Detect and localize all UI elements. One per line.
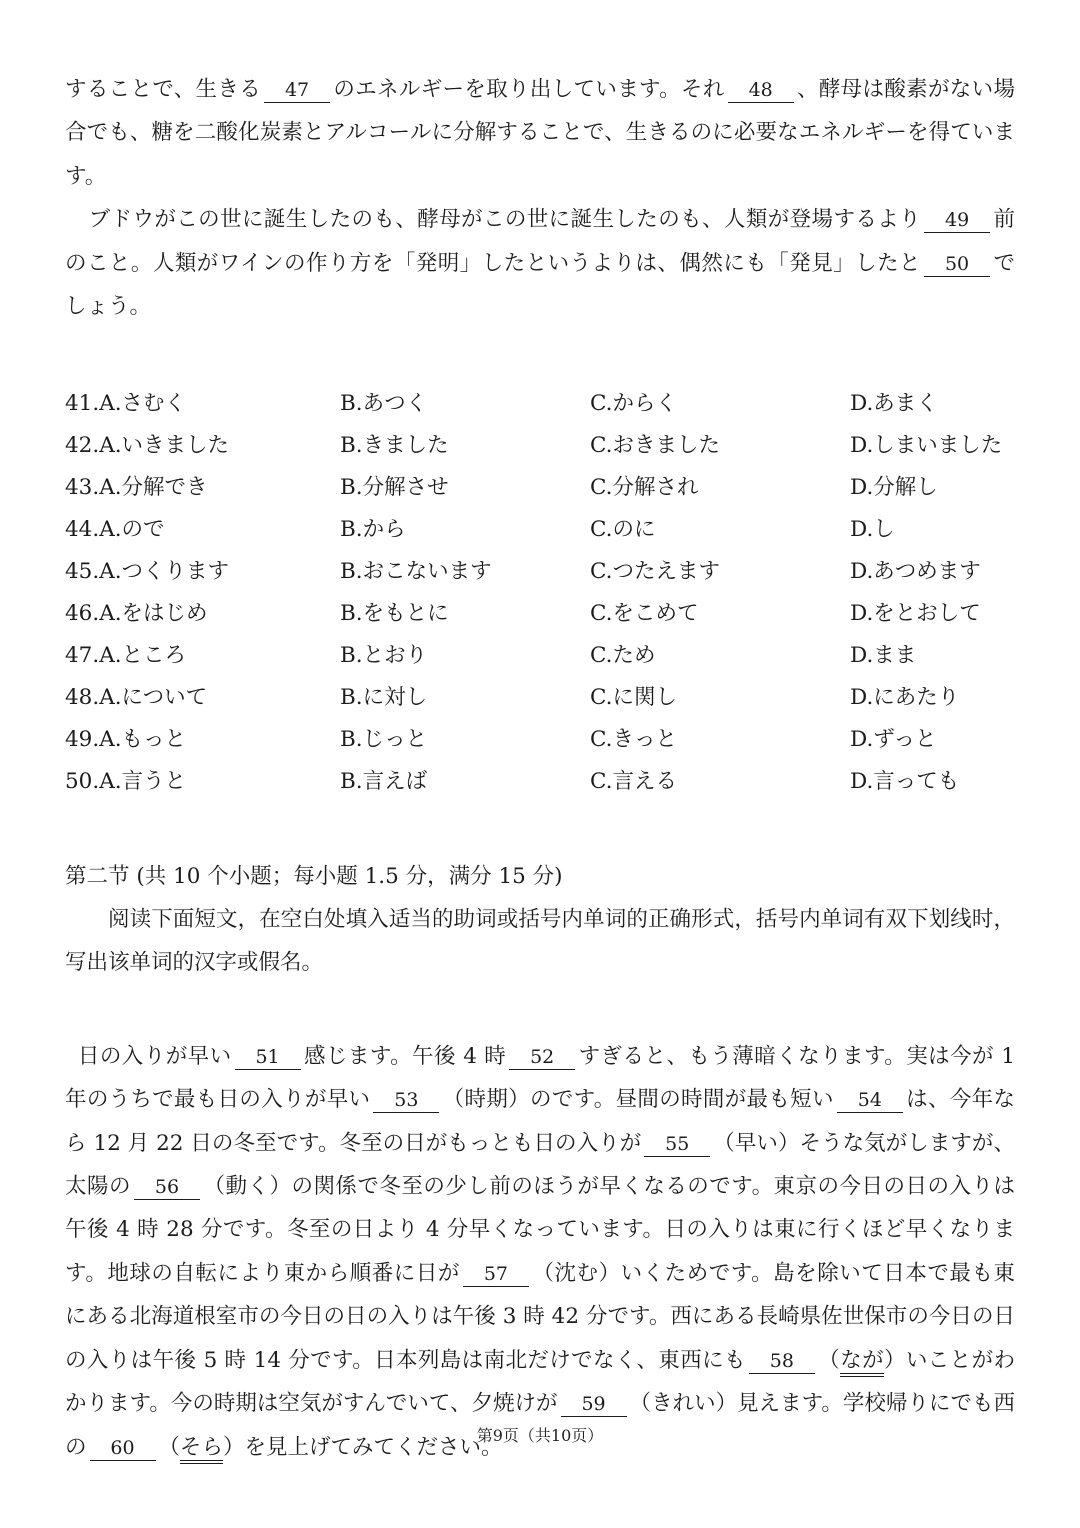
text-run: することで、生きる [65,77,262,102]
blank-49: 49 [924,211,990,233]
option-46-A: 46.A.をはじめ [65,600,208,626]
option-48-D: D.にあたり [850,684,960,710]
section-2-heading: 第二节 (共 10 个小题；每小题 1.5 分，满分 15 分) [65,863,563,889]
option-row-48 [65,677,1015,719]
option-47-C: C.ため [590,642,656,668]
option-row-49 [65,719,1015,761]
option-row-44 [65,509,1015,551]
blank-55: 55 [644,1135,710,1157]
option-49-A: 49.A.もっと [65,726,187,752]
intro-paragraph-2 [65,198,1015,328]
option-48-B: B.に対し [340,684,428,710]
option-47-B: B.とおり [340,642,428,668]
double-underlined-word-naga: なが [840,1348,884,1377]
blank-56: 56 [134,1178,200,1200]
option-41-B: B.あつく [340,390,428,416]
blank-47: 47 [264,81,330,103]
option-50-C: C.言える [590,768,678,794]
option-row-41 [65,383,1015,425]
option-41-A: 41.A.さむく [65,390,187,416]
option-row-42 [65,425,1015,467]
text-run: 前のこと。人類がワインの作り方を「発明」したというよりは、偶然にも「発見」したと [65,207,1015,276]
text-run: 日の入りが早い [77,1043,232,1069]
text-run: 、酵母は酸素がない場合でも、糖を二酸化炭素とアルコールに分解することで、生きるのに必要なエネルギーを得ています。 [65,77,1015,189]
option-49-D: D.ずっと [850,726,937,752]
section-2-instructions: 阅读下面短文，在空白处填入适当的助词或括号内单词的正确形式，括号内单词有双下划线时，写出该单词的汉字或假名。 [65,906,1015,976]
intro-paragraph-1 [65,68,1015,198]
option-41-D: D.あまく [850,390,938,416]
option-44-A: 44.A.ので [65,516,165,542]
option-47-D: D.まま [850,642,917,668]
text-run: （きれい）見えます。学校帰りにでも西の [65,1391,1015,1460]
option-row-50 [65,761,1015,803]
blank-50: 50 [924,255,990,277]
option-43-A: 43.A.分解でき [65,474,208,500]
option-46-C: C.をこめて [590,600,699,626]
text-run: すぎると、もう薄暗くなります。実は今が 1 年のうちで最も日の入りが早い [65,1043,1015,1113]
option-44-C: C.のに [590,516,656,542]
blank-57: 57 [463,1265,529,1287]
option-49-C: C.きっと [590,726,678,752]
option-48-C: C.に関し [590,684,678,710]
option-45-C: C.つたえます [590,558,721,584]
option-45-B: B.おこないます [340,558,492,584]
option-43-B: B.分解させ [340,474,449,500]
text-run: は、今年なら 12 月 22 日の冬至です。冬至の日がもっとも日の入りが [65,1087,1015,1156]
text-run: （ [158,1434,181,1460]
option-row-43 [65,467,1015,509]
option-50-B: B.言えば [340,768,428,794]
option-row-47 [65,635,1015,677]
option-48-A: 48.A.について [65,684,208,710]
options-table [65,383,1015,803]
text-run: ）いことがわかります。今の時期は空気がすんでいて、夕焼けが [65,1347,1015,1417]
text-run: でしょう。 [65,250,1015,320]
section-2 [65,855,1015,985]
option-46-D: D.をとおして [850,600,981,626]
option-47-A: 47.A.ところ [65,642,187,668]
option-44-D: D.し [850,516,895,542]
text-run: （時期）のです。昼間の時間が最も短い [442,1087,834,1113]
text-run: （動く）の関係で冬至の少し前のほうが早くなるのです。東京の今日の日の入りは午後 4 時 28 分です。冬至の日より 4 分早くなっています。日の入りは東に行くほど早くなります。地球の自転により東から順番に日が [65,1174,1015,1286]
cloze-passage [65,1035,1015,1469]
option-45-D: D.あつめます [850,558,981,584]
text-run: 感じます。午後 4 時 [303,1043,507,1069]
blank-53: 53 [373,1091,439,1113]
option-42-C: C.おきました [590,432,721,458]
option-50-D: D.言っても [850,768,960,794]
option-42-A: 42.A.いきました [65,432,230,458]
text-run: （沈む）いくためです。島を除いて日本で最も東にある北海道根室市の今日の日の入りは午後 3 時 42 分です。西にある長崎県佐世保市の今日の日の入りは午後 5 時 14 分です。日本列島は南北だけでなく、東西にも [65,1260,1015,1373]
blank-51: 51 [235,1048,301,1070]
option-45-A: 45.A.つくります [65,558,230,584]
option-44-B: B.から [340,516,406,542]
page-footer: 第9页（共10页） [476,1426,604,1445]
reading-passage-1 [65,68,1015,329]
blank-60: 60 [90,1439,156,1461]
option-46-B: B.をもとに [340,600,449,626]
option-42-D: D.しまいました [850,432,1003,458]
cloze-paragraph [65,1035,1015,1469]
text-run: ブドウがこの世に誕生したのも、酵母がこの世に誕生したのも、人類が登場するより [88,207,922,233]
option-41-C: C.からく [590,390,678,416]
option-42-B: B.きました [340,432,449,458]
option-row-46 [65,593,1015,635]
option-43-C: C.分解され [590,474,699,500]
blank-52: 52 [509,1048,575,1070]
option-43-D: D.分解し [850,474,938,500]
text-run: ）を見上げてみてください。 [223,1434,503,1460]
option-49-B: B.じっと [340,726,428,752]
text-run: （早い）そうな気がしますが、太陽の [65,1130,1015,1200]
double-underlined-word-sora: そら [180,1435,223,1464]
option-50-A: 50.A.言うと [65,768,187,794]
blank-48: 48 [728,81,794,103]
text-run: （ [817,1347,841,1373]
blank-58: 58 [749,1352,815,1374]
option-row-45 [65,551,1015,593]
blank-59: 59 [561,1395,627,1417]
blank-54: 54 [837,1091,903,1113]
text-run: のエネルギーを取り出しています。それ [333,77,725,102]
